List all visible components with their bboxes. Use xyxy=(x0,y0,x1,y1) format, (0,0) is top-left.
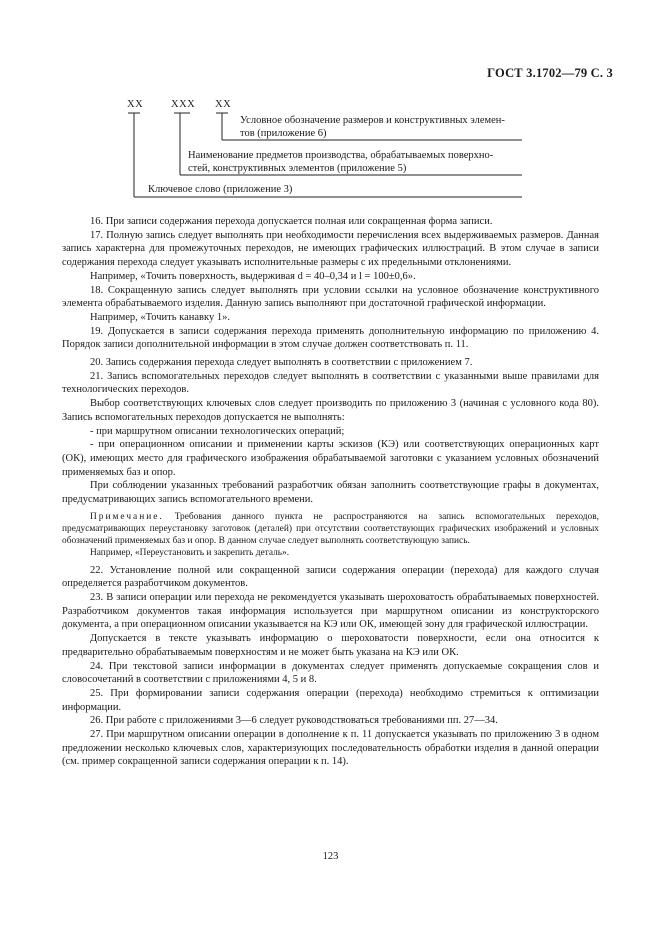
paragraph-21-requirements: При соблюдении указанных требований разработчик обязан заполнить соответствующие графы в документах, предусматривающих запись вспомогательного времени. xyxy=(62,480,599,506)
document-body xyxy=(62,215,599,769)
label-names-line2: стей, конструктивных элементов (приложение 5) xyxy=(188,163,407,174)
keyword-code: ХХ xyxy=(127,99,144,110)
paragraph-21-item-operation: - при операционном описании и применении карты эскизов (КЭ) или соответствующих операционных карт (ОК), имеющих место для графического изображения обрабатываемой заготовки с указанием условных обозначений применяемых баз и опор. xyxy=(62,439,599,478)
note-label: Примечание. xyxy=(90,511,164,522)
document-header: ГОСТ 3.1702—79 С. 3 xyxy=(487,66,613,80)
code-structure-diagram xyxy=(0,0,661,210)
paragraph-19: 19. Допускается в записи содержания перехода применять дополнительную информацию по приложению 4. Порядок записи дополнительной информации в этом случае должен соответствовать п. 11. xyxy=(62,325,599,351)
note-example: Например, «Переустановить и закрепить деталь». xyxy=(90,548,290,559)
page-number: 123 xyxy=(322,851,339,862)
paragraph-18-example: Например, «Точить канавку 1». xyxy=(90,311,230,323)
paragraph-21-item-route: - при маршрутном описании технологических операций; xyxy=(90,425,345,437)
paragraph-25: 25. При формировании записи содержания операции (перехода) необходимо стремиться к оптимизации информации. xyxy=(62,687,599,713)
paragraph-26: 26. При работе с приложениями 3—6 следует руководствоваться требованиями пп. 27—34. xyxy=(90,715,498,727)
paragraph-23: 23. В записи операции или перехода не рекомендуется указывать шероховатость обрабатываемых поверхностей. Разработчиком документов такая информация используется при маршрутном описании из конструкторского документа, а при операционном описании указывается на КЭ или ОК, имеющей зону для графической иллюстрации. xyxy=(62,591,599,631)
paragraph-20: 20. Запись содержания перехода следует выполнять в соответствии с приложением 7. xyxy=(90,357,473,369)
paragraph-18: 18. Сокращенную запись следует выполнять при условии ссылки на условное обозначение конструктивного элемента обрабатываемого изделия. Данную запись выполняют при достаточной графической информации. xyxy=(62,284,599,310)
paragraph-22: 22. Установление полной или сокращенной записи содержания операции (перехода) для каждого случая определяется разработчиком документов. xyxy=(62,564,599,590)
label-sizes-line2: тов (приложение 6) xyxy=(240,128,327,139)
paragraph-27: 27. При маршрутном описании операции в дополнение к п. 11 допускается указывать по приложению 3 в одном предложении несколько ключевых слов, характеризующих последовательность обработки изделия в данной операции (см. пример сокращенной записи содержания операции к п. 14). xyxy=(62,729,599,768)
label-sizes-line1: Условное обозначение размеров и конструктивных элемен- xyxy=(240,115,505,126)
label-names-line1: Наименование предметов производства, обрабатываемых поверхно- xyxy=(188,150,494,161)
paragraph-16: 16. При записи содержания перехода допускается полная или сокращенная форма записи. xyxy=(90,216,493,227)
size-code: ХХ xyxy=(215,99,232,110)
paragraph-21: 21. Запись вспомогательных переходов следует выполнять в соответствии с указанными выше правилами для технологических переходов. xyxy=(62,370,599,396)
note xyxy=(62,511,599,548)
note-text: Требования данного пункта не распространяются на запись вспомогательных переходов, предусматривающих переустановку заготовок (деталей) при отсутствии соответствующих графических изображений и условных обозначений применяемых баз и опор. В данном случае следует выполнять соответствующую запись. xyxy=(62,511,599,547)
paragraph-17-example: Например, «Точить поверхность, выдерживая d = 40–0,34 и l = 100±0,6». xyxy=(90,270,416,282)
label-keyword: Ключевое слово (приложение 3) xyxy=(148,184,293,195)
paragraph-17: 17. Полную запись следует выполнять при необходимости перечисления всех выдерживаемых размеров. Данная запись характерна для промежуточных переходов, не имеющих графических иллюстраций. В этом случае в записи содержания перехода следует указывать исполнительные размеры с их предельными отклонениями. xyxy=(62,229,599,269)
paragraph-21-keywords: Выбор соответствующих ключевых слов следует производить по приложению 3 (начиная с условного кода 80). Запись вспомогательных переходов допускается не выполнять: xyxy=(62,398,599,423)
paragraph-24: 24. При текстовой записи информации в документах следует применять допускаемые сокращения слов и словосочетаний в соответствии с приложениями 4, 5 и 8. xyxy=(62,660,599,686)
paragraph-23-roughness: Допускается в тексте указывать информацию о шероховатости поверхности, если она относится к предварительно обрабатываемым поверхностям и не может быть указана на КЭ или ОК. xyxy=(62,633,599,658)
object-code: ХХХ xyxy=(171,99,196,110)
